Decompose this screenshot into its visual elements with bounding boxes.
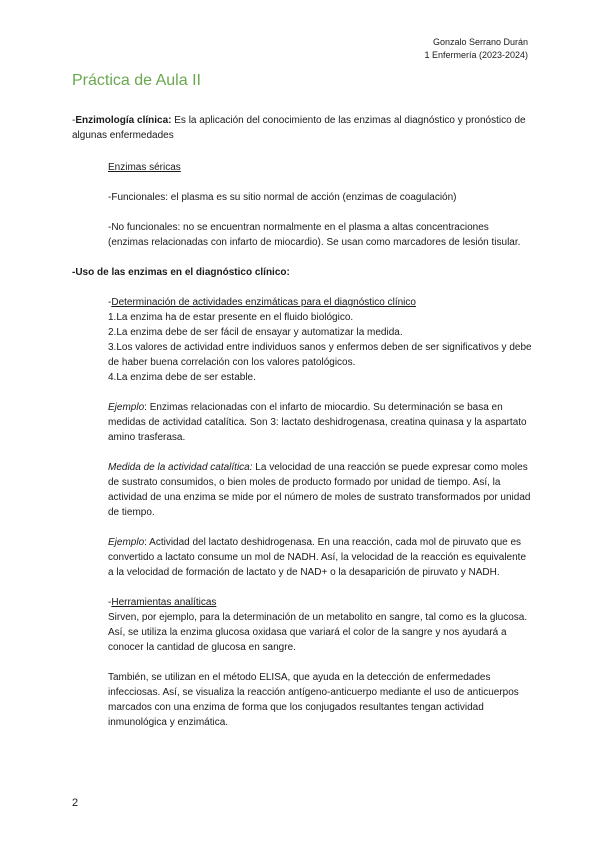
document-body — [72, 113, 532, 730]
example-1-label: Ejemplo — [108, 402, 145, 413]
serum-heading: Enzimas séricas — [108, 162, 181, 173]
serum-non-functional: -No funcionales: no se encuentran normalmente en el plasma a altas concentraciones (enzimas relacionadas con infarto de miocardio). Se usan como marcadores de lesión tisular. — [108, 222, 521, 248]
example-2-paragraph — [108, 535, 532, 580]
measure-label: Medida de la actividad catalítica: — [108, 462, 253, 473]
page-title: Práctica de Aula II — [72, 72, 201, 89]
list-item: 4.La enzima debe de ser estable. — [108, 372, 256, 383]
measure-paragraph — [108, 460, 532, 520]
serum-functional: -Funcionales: el plasma es su sitio normal de acción (enzimas de coagulación) — [108, 192, 457, 203]
determination-heading — [108, 295, 532, 310]
tools-prefix: - — [108, 597, 112, 608]
list-item: 1.La enzima ha de estar presente en el fluido biológico. — [108, 312, 354, 323]
example-2-label: Ejemplo — [108, 537, 145, 548]
intro-paragraph — [72, 113, 532, 143]
list-item: 3.Los valores de actividad entre individuos sanos y enfermos deben de ser significativos y debe de haber buena correlación con los valores patológicos. — [108, 342, 532, 368]
elisa-paragraph: También, se utilizan en el método ELISA, que ayuda en la detección de enfermedades infecciosas. Así, se visualiza la reacción antígeno-anticuerpo mediante el uso de anticuerpos marcados con una enzima de forma que los conjugados resultantes tengan actividad inmunológica y enzimática. — [108, 672, 519, 728]
tools-text: Sirven, por ejemplo, para la determinación de un metabolito en sangre, tal como es la glucosa. Así, se utiliza la enzima glucosa oxidasa que variará el color de la sangre y nos ayudará a conocer la cantidad de glucosa en sangre. — [108, 612, 528, 653]
tools-heading-text: Herramientas analíticas — [111, 597, 217, 608]
usage-heading: -Uso de las enzimas en el diagnóstico clínico: — [72, 267, 290, 278]
page-number: 2 — [72, 797, 79, 809]
course-label: 1 Enfermería (2023-2024) — [424, 50, 528, 60]
determination-heading-text: Determinación de actividades enzimáticas para el diagnóstico clínico — [111, 297, 416, 308]
page-header — [424, 36, 528, 62]
measure-text: La velocidad de una reacción se puede expresar como moles de sustrato consumidos, o bien moles de producto formado por unidad de tiempo. Así, la actividad de una enzima se mide por el número de moles de sustrato transformados por unidad de tiempo. — [108, 462, 531, 518]
example-1-text: : Enzimas relacionadas con el infarto de miocardio. Su determinación se basa en medidas de actividad catalítica. Son 3: lactato deshidrogenasa, creatina quinasa y la aspartato amino trasferasa. — [108, 402, 527, 443]
intro-text: Es la aplicación del conocimiento de las enzimas al diagnóstico y pronóstico de algunas enfermedades — [72, 115, 526, 141]
usage-section — [72, 295, 532, 730]
example-2-text: : Actividad del lactato deshidrogenasa. En una reacción, cada mol de piruvato que es convertido a lactato consume un mol de NADH. Así, la velocidad de la reacción es equivalente a la velocidad de formación de lactato y de NAD+ o la desaparición de piruvato y NADH. — [108, 537, 527, 578]
example-1-paragraph — [108, 400, 532, 445]
list-item: 2.La enzima debe de ser fácil de ensayar y automatizar la medida. — [108, 327, 403, 338]
tools-heading — [108, 595, 532, 610]
author-name: Gonzalo Serrano Durán — [432, 37, 528, 47]
determination-prefix: - — [108, 297, 112, 308]
intro-term: Enzimología clínica: — [75, 115, 172, 126]
intro-prefix: - — [72, 115, 76, 126]
serum-enzymes-section — [72, 160, 532, 250]
